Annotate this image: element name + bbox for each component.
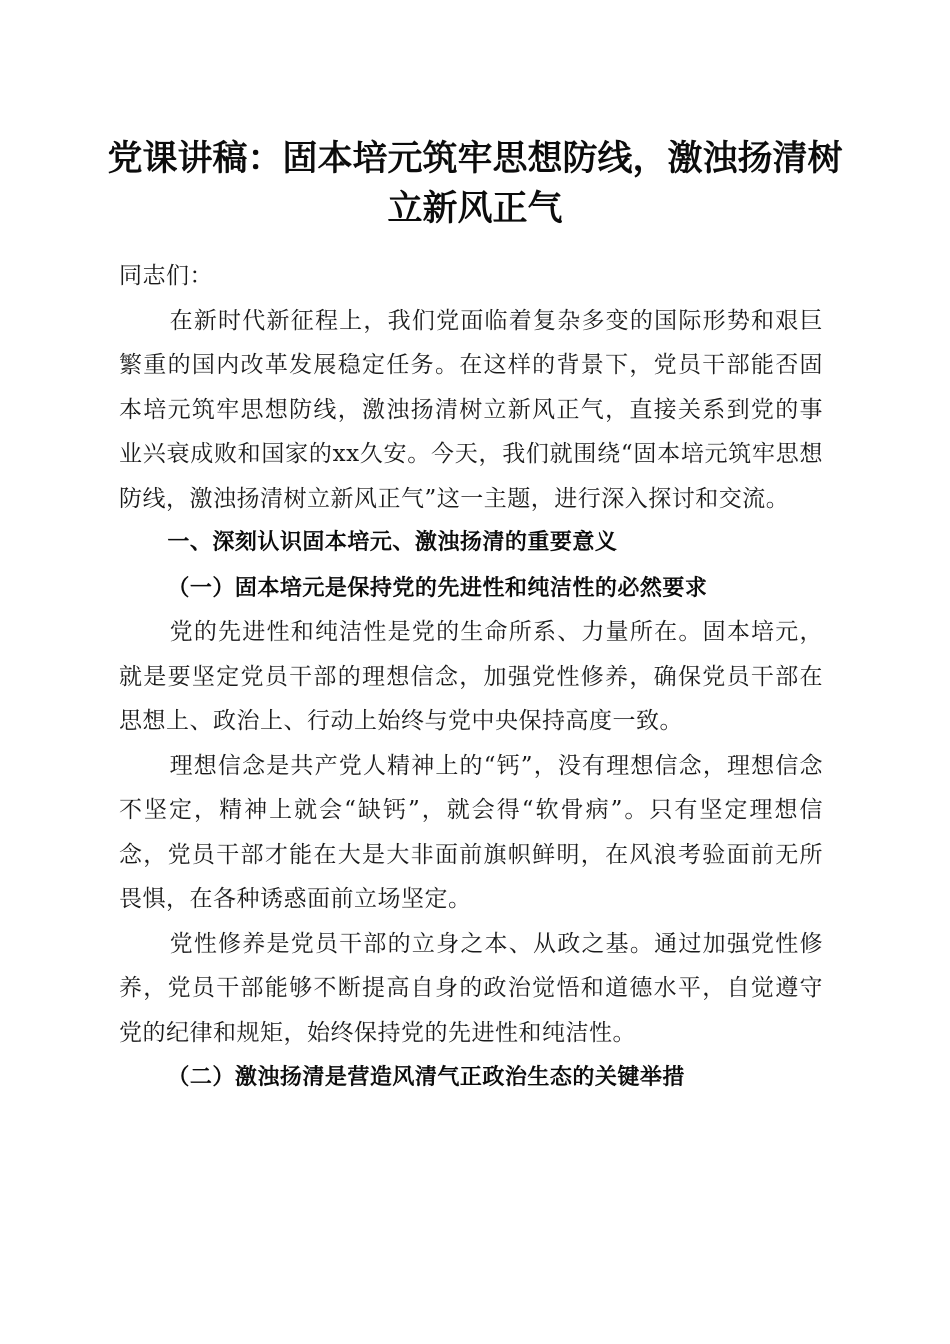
intro-paragraph: 在新时代新征程上，我们党面临着复杂多变的国际形势和艰巨繁重的国内改革发展稳定任务。在这样的背景下，党员干部能否固本培元筑牢思想防线，激浊扬清树立新风正气，直接关系到党的事业兴衰成败和国家的xx久安。今天，我们就围绕“固本培元筑牢思想防线，激浊扬清树立新风正气”这一主题，进行深入探讨和交流。 (119, 307, 823, 512)
subsection-1-paragraph-3: 党性修养是党员干部的立身之本、从政之基。通过加强党性修养，党员干部能够不断提高自身的政治觉悟和道德水平，自觉遵守党的纪律和规矩，始终保持党的先进性和纯洁性。 (119, 930, 823, 1046)
document-body (119, 254, 823, 1100)
subsection-1-paragraph-2: 理想信念是共产党人精神上的“钙”，没有理想信念，理想信念不坚定，精神上就会“缺钙”，就会得“软骨病”。只有坚定理想信念，党员干部才能在大是大非面前旗帜鲜明，在风浪考验面前无所畏惧，在各种诱惑面前立场坚定。 (119, 752, 823, 912)
section-1-heading: 一、深刻认识固本培元、激浊扬清的重要意义 (167, 530, 618, 555)
subsection-2-heading: （二）激浊扬清是营造风清气正政治生态的关键举措 (167, 1064, 685, 1090)
document-title: 党课讲稿：固本培元筑牢思想防线，激浊扬清树立新风正气 (107, 138, 843, 229)
subsection-1-paragraph-1: 党的先进性和纯洁性是党的生命所系、力量所在。固本培元，就是要坚定党员干部的理想信念，加强党性修养，确保党员干部在思想上、政治上、行动上始终与党中央保持高度一致。 (119, 619, 823, 734)
salutation: 同志们： (119, 263, 213, 289)
subsection-1-heading: （一）固本培元是保持党的先进性和纯洁性的必然要求 (167, 574, 708, 601)
